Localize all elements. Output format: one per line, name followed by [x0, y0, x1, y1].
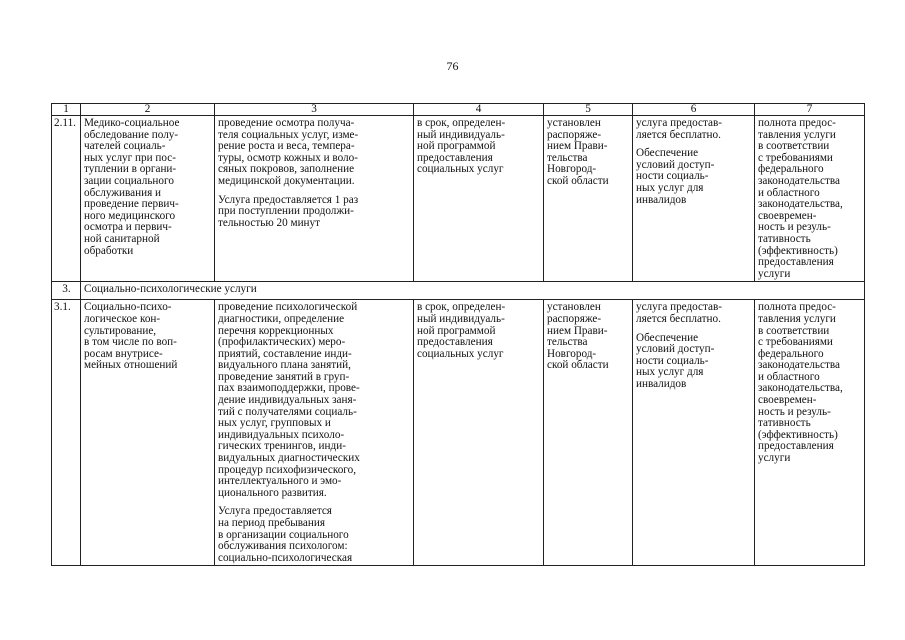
column-header-2: 2 [81, 104, 215, 116]
column-header-6: 6 [633, 104, 755, 116]
description-paragraph: Услуга предоставляется 1 раз при поступлении продолжи- тельностью 20 минут [218, 193, 359, 229]
table-header-row [52, 104, 865, 116]
service-term: в срок, определен- ный индивидуаль- ной программой предоставления социальных услуг [414, 116, 544, 282]
quality-indicators: полнота предос- тавления услуги в соответствии с требованиями федерального законодательства и областного законодательства, своевремен- ность и резуль- тативность (эффективность) предоставления услуги [755, 300, 865, 566]
section-title: Социально-психологические услуги [81, 282, 865, 300]
service-tariff: установлен распоряже- нием Прави- тельства Новгород- ской области [544, 300, 633, 566]
section-row [52, 282, 865, 300]
description-paragraph: проведение психологической диагностики, определение перечня коррекционных (профилактических) меро- приятий, составление инди- видуального плана занятий, проведение занятий в груп- пах взаимоподдержки, прове- дение индивидуальных заня- тий с получателями социаль- ных услуг, групповых и индивидуальных психоло- гических тренингов, инди- видуальных диагностических процедур психофизического, интеллектуального и эмо- ционального развития. [218, 301, 360, 499]
service-description [215, 300, 414, 566]
row-number: 2.11. [52, 116, 81, 282]
conditions-paragraph: услуга предостав- ляется бесплатно. [636, 301, 723, 325]
description-paragraph: Услуга предоставляется на период пребывания в организации социального обслуживания психологом: социально-психологическая [218, 505, 353, 564]
service-conditions [633, 300, 755, 566]
service-description [215, 116, 414, 282]
quality-indicators: полнота предос- тавления услуги в соответствии с требованиями федерального законодательства и областного законодательства, своевремен- ность и резуль- тативность (эффективность) предоставления услуги [755, 116, 865, 282]
conditions-paragraph: Обеспечение условий доступ- ности социаль- ных услуг для инвалидов [636, 331, 715, 390]
row-number: 3.1. [52, 300, 81, 566]
column-header-4: 4 [414, 104, 544, 116]
column-header-3: 3 [215, 104, 414, 116]
service-term: в срок, определен- ный индивидуаль- ной программой предоставления социальных услуг [414, 300, 544, 566]
services-table [51, 103, 865, 566]
service-name: Медико-социальное обследование полу- чателей социаль- ных услуг при пос- туплении в органи- зации социального обслуживания и проведение первич- ного медицинского осмотра и первич- ной санитарной обработки [81, 116, 215, 282]
page-number: 76 [446, 59, 459, 73]
conditions-paragraph: услуга предостав- ляется бесплатно. [636, 117, 723, 141]
service-tariff: установлен распоряже- нием Прави- тельства Новгород- ской области [544, 116, 633, 282]
column-header-1: 1 [52, 104, 81, 116]
conditions-paragraph: Обеспечение условий доступ- ности социаль- ных услуг для инвалидов [636, 147, 715, 206]
description-paragraph: проведение осмотра получа- теля социальных услуг, изме- рение роста и веса, темпера- туры, осмотр кожных и воло- сяных покровов, заполнение медицинской документации. [218, 117, 359, 187]
column-header-5: 5 [544, 104, 633, 116]
column-header-7: 7 [755, 104, 865, 116]
section-number: 3. [52, 282, 81, 300]
service-name: Социально-психо- логическое кон- сультирование, в том числе по воп- росам внутрисе- мейных отношений [81, 300, 215, 566]
table-row [52, 300, 865, 566]
table-row [52, 116, 865, 282]
service-conditions [633, 116, 755, 282]
